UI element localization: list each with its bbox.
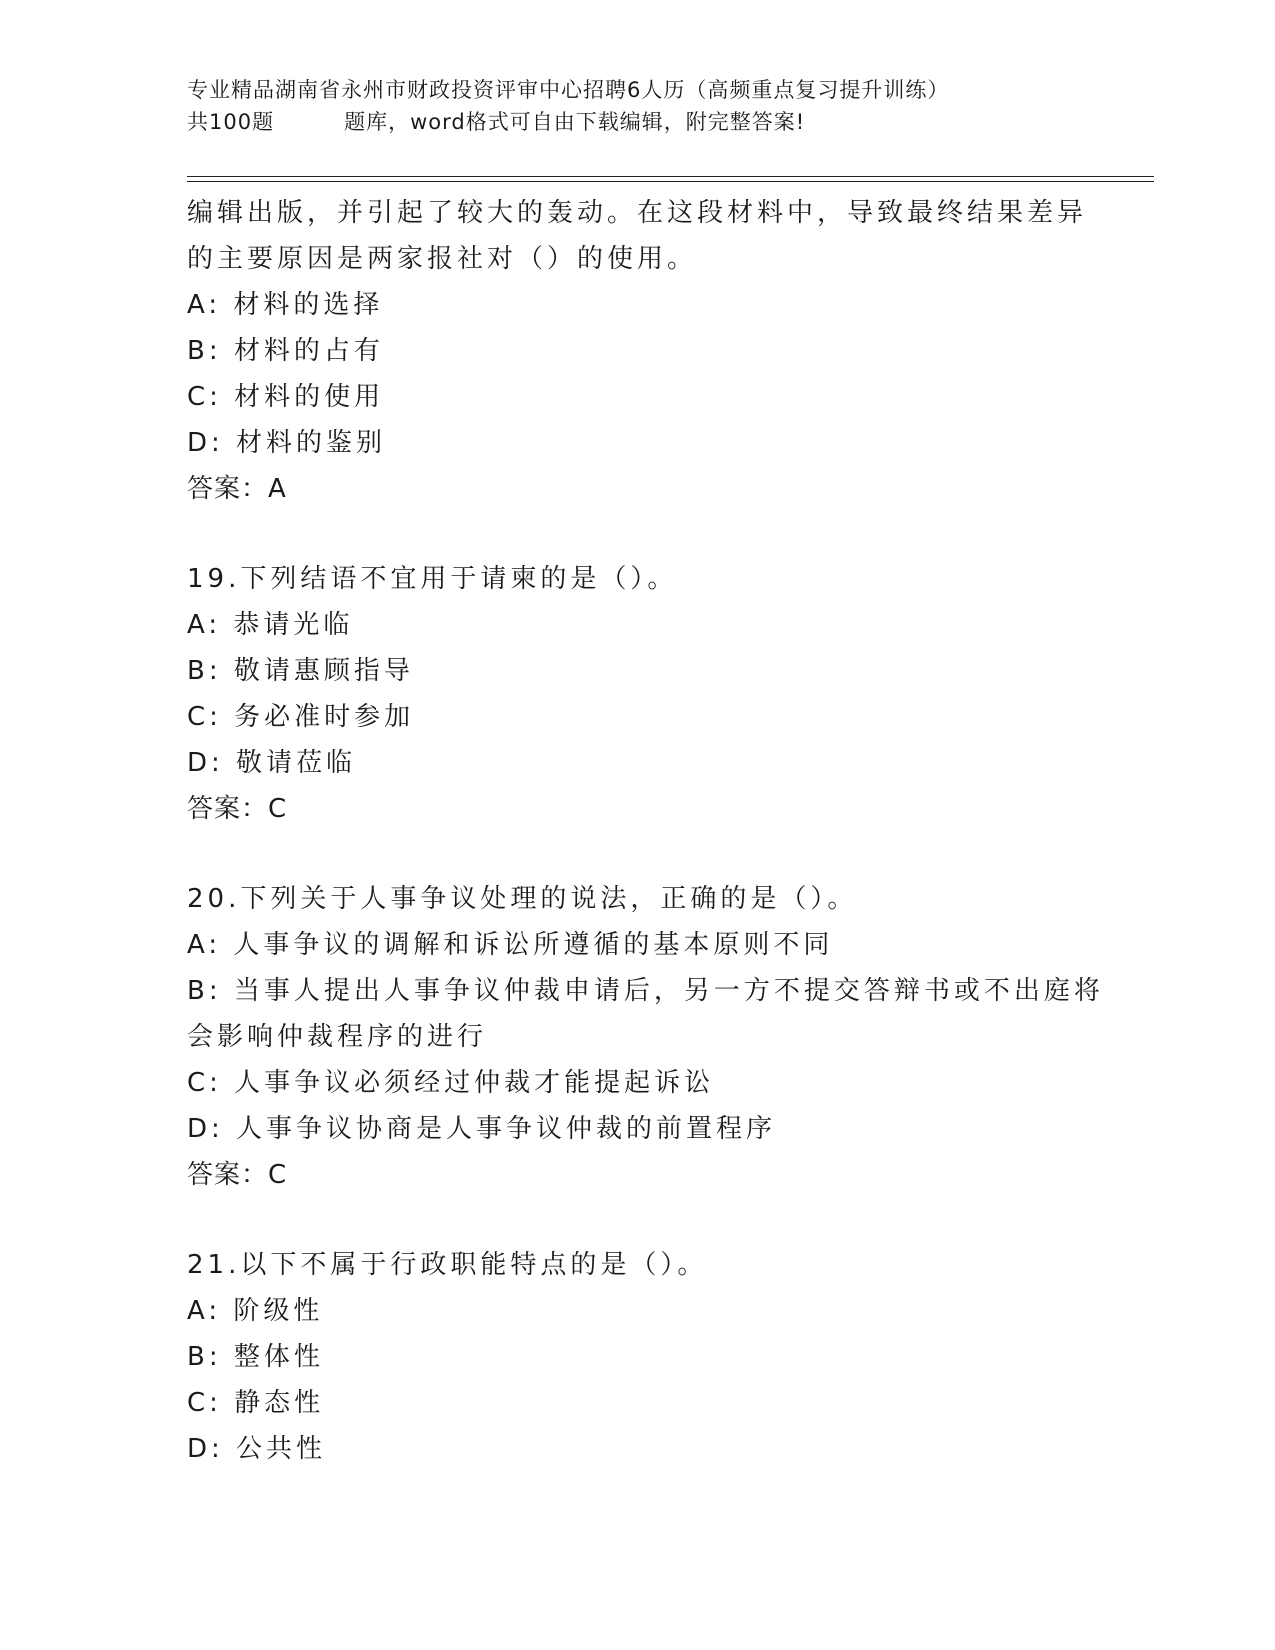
option-b-continued: 会影响仲裁程序的进行 bbox=[187, 1022, 488, 1052]
question-text: 21.以下不属于行政职能特点的是（）。 bbox=[187, 1250, 708, 1280]
question-19 bbox=[187, 556, 1147, 832]
option-b: B: 当事人提出人事争议仲裁申请后，另一方不提交答辩书或不出庭将 bbox=[187, 976, 1104, 1006]
question-text: 20.下列关于人事争议处理的说法，正确的是（）。 bbox=[187, 884, 858, 914]
question-text: 编辑出版，并引起了较大的轰动。在这段材料中，导致最终结果差异 bbox=[187, 198, 1088, 228]
question-21 bbox=[187, 1242, 1147, 1472]
header-title-line2 bbox=[187, 106, 1147, 138]
option-c: C: 务必准时参加 bbox=[187, 702, 415, 732]
header-divider-bottom bbox=[187, 181, 1154, 182]
question-list bbox=[187, 190, 1147, 1472]
option-b: B: 整体性 bbox=[187, 1342, 324, 1372]
question-18 bbox=[187, 190, 1147, 512]
option-a: A: 材料的选择 bbox=[187, 290, 384, 320]
option-a: A: 人事争议的调解和诉讼所遵循的基本原则不同 bbox=[187, 930, 834, 960]
document-header bbox=[187, 74, 1147, 138]
header-divider-top bbox=[187, 176, 1154, 177]
option-c: C: 材料的使用 bbox=[187, 382, 385, 412]
option-d: D: 材料的鉴别 bbox=[187, 428, 387, 458]
option-c: C: 人事争议必须经过仲裁才能提起诉讼 bbox=[187, 1068, 715, 1098]
option-d: D: 公共性 bbox=[187, 1434, 327, 1464]
option-b: B: 敬请惠顾指导 bbox=[187, 656, 414, 686]
question-text: 19.下列结语不宜用于请柬的是（）。 bbox=[187, 564, 678, 594]
header-count: 共100题 bbox=[187, 110, 275, 134]
answer: 答案：C bbox=[187, 794, 288, 824]
answer: 答案：A bbox=[187, 474, 287, 504]
question-20 bbox=[187, 876, 1147, 1198]
header-description: 题库，word格式可自由下载编辑，附完整答案! bbox=[344, 110, 806, 134]
question-text: 的主要原因是两家报社对（）的使用。 bbox=[187, 244, 698, 274]
option-c: C: 静态性 bbox=[187, 1388, 325, 1418]
option-a: A: 恭请光临 bbox=[187, 610, 354, 640]
option-a: A: 阶级性 bbox=[187, 1296, 324, 1326]
option-b: B: 材料的占有 bbox=[187, 336, 384, 366]
header-title-line1: 专业精品湖南省永州市财政投资评审中心招聘6人历（高频重点复习提升训练） bbox=[187, 78, 950, 102]
answer: 答案：C bbox=[187, 1160, 288, 1190]
option-d: D: 人事争议协商是人事争议仲裁的前置程序 bbox=[187, 1114, 777, 1144]
option-d: D: 敬请莅临 bbox=[187, 748, 357, 778]
